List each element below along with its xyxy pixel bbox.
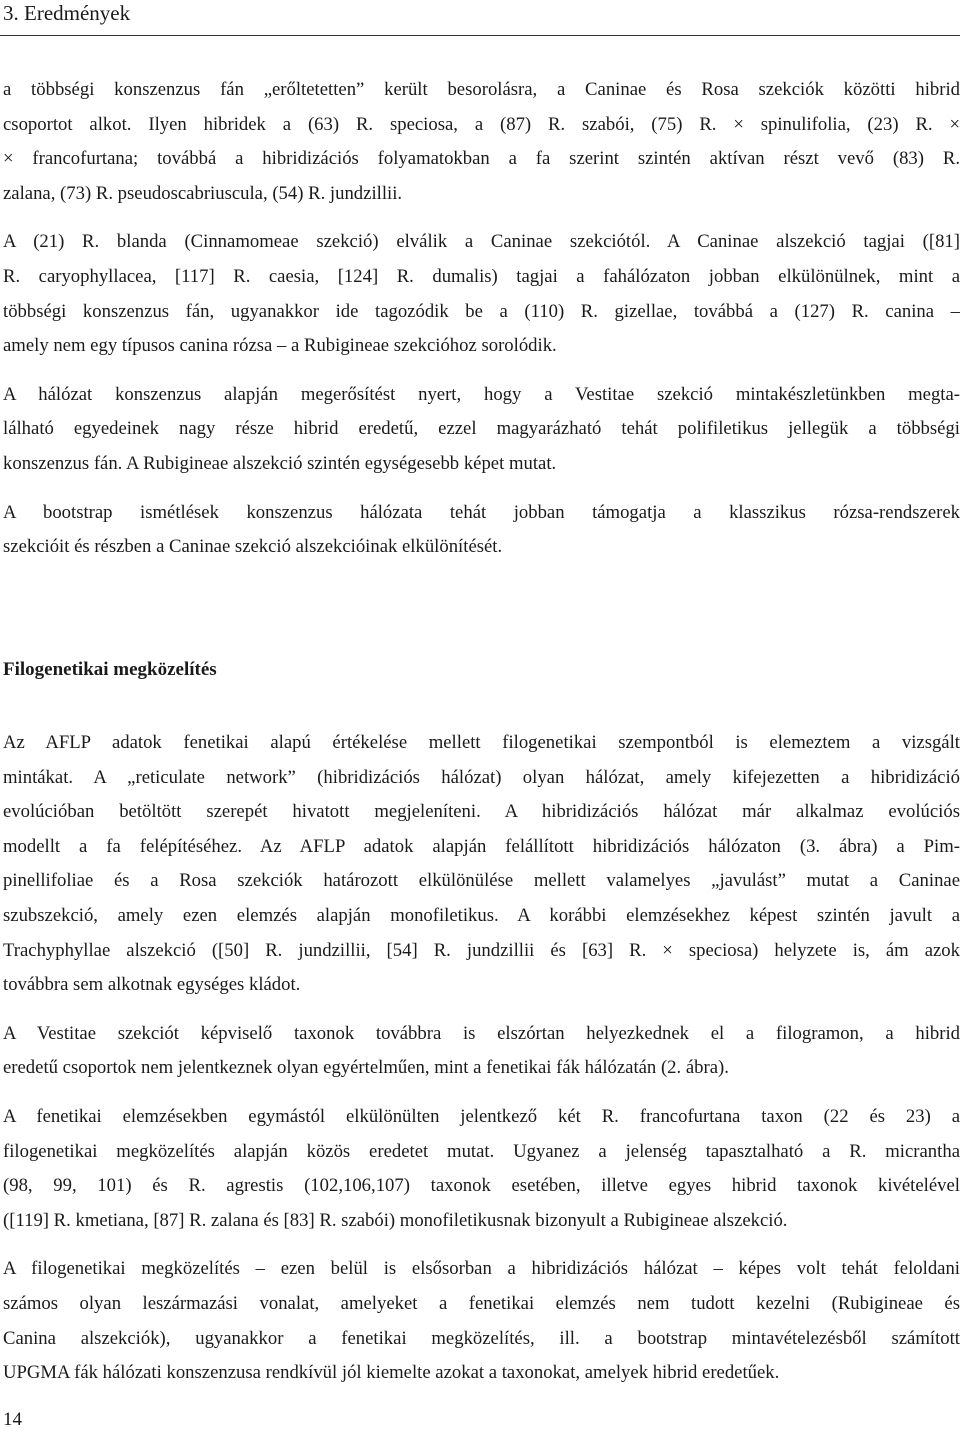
text-line: filogenetikai megközelítés alapján közös eredetet mutat. Ugyanez a jelenség tapasztalható a R. micrantha: [3, 1140, 960, 1162]
body-text-bottom: [3, 726, 960, 1405]
paragraph-vestitae-filogram: [3, 1017, 960, 1086]
text-line: csoportot alkot. Ilyen hibridek a (63) R. speciosa, a (87) R. szabói, (75) R. × spinulifolia, (23) R. ×: [3, 113, 960, 135]
text-line: Trachyphyllae alszekció ([50] R. jundzillii, [54] R. jundzillii és [63] R. × speciosa) helyzete is, ám azok: [3, 939, 960, 961]
text-line: amely nem egy típusos canina rózsa – a Rubigineae szekcióhoz sorolódik.: [3, 335, 557, 357]
text-line: modellt a fa felépítéséhez. Az AFLP adatok alapján felállított hibridizációs hálózaton (3. ábra) a Pim-: [3, 835, 960, 857]
text-line: lálható egyedeinek nagy része hibrid eredetű, ezzel magyarázható tehát polifiletikus jellegük a többségi: [3, 418, 960, 440]
body-text-top: [3, 73, 960, 579]
text-line: továbbra sem alkotnak egységes kládot.: [3, 974, 301, 996]
text-line: A fenetikai elemzésekben egymástól elkülönülten jelentkező két R. francofurtana taxon (22 és 23) a: [3, 1105, 960, 1127]
text-line: A filogenetikai megközelítés – ezen belül is elsősorban a hibridizációs hálózat – képes volt tehát feloldani: [3, 1258, 960, 1280]
text-line: ([119] R. kmetiana, [87] R. zalana és [83] R. szabói) monofiletikusnak bizonyult a Rubigineae alszekció.: [3, 1209, 788, 1231]
text-line: számos olyan leszármazási vonalat, amelyeket a fenetikai elemzés nem tudott kezelni (Rubigineae és: [3, 1292, 960, 1314]
text-line: evolúcióban betöltött szerepét hivatott megjeleníteni. A hibridizációs hálózat már alkalmaz evolúciós: [3, 801, 960, 823]
section-heading: Filogenetikai megközelítés: [3, 659, 217, 680]
paragraph-vestitae-consensus: [3, 378, 960, 482]
paragraph-francofurtana: [3, 1100, 960, 1238]
text-line: (98, 99, 101) és R. agrestis (102,106,107) taxonok esetében, illetve egyes hibrid taxonok kivételével: [3, 1175, 960, 1197]
text-line: szekcióit és részben a Caninae szekció alszekcióinak elkülönítését.: [3, 536, 503, 558]
text-line: UPGMA fák hálózati konszenzusa rendkívül jól kiemelte azokat a taxonokat, amelyek hibrid eredetűek.: [3, 1362, 780, 1384]
text-line: zalana, (73) R. pseudoscabriuscula, (54) R. jundzillii.: [3, 182, 403, 204]
text-line: Az AFLP adatok fenetikai alapú értékelése mellett filogenetikai szempontból is elemeztem a vizsgált: [3, 732, 960, 753]
paragraph-blanda: [3, 225, 960, 363]
text-line: Canina alszekciók), ugyanakkor a fenetikai megközelítés, ill. a bootstrap mintavételezésből számított: [3, 1327, 960, 1349]
text-line: × francofurtana; továbbá a hibridizációs folyamatokban a fa szerint szintén aktívan részt vevő (83) R.: [3, 148, 960, 170]
text-line: többségi konszenzus fán, ugyanakkor ide tagozódik be a (110) R. gizellae, továbbá a (127) R. canina –: [3, 300, 960, 322]
text-line: A hálózat konszenzus alapján megerősítést nyert, hogy a Vestitae szekció mintakészletünkben megta-: [3, 383, 960, 405]
text-line: A Vestitae szekciót képviselő taxonok továbbra is elszórtan helyezkednek el a filogramon, a hibrid: [3, 1022, 960, 1044]
paragraph-bootstrap: [3, 496, 960, 565]
paragraph-hybrid-group: [3, 73, 960, 211]
text-line: eredetű csoportok nem jelentkeznek olyan egyértelműen, mint a fenetikai fák hálózatán (2. ábra).: [3, 1057, 729, 1079]
text-line: konszenzus fán. A Rubigineae alszekció szintén egységesebb képet mutat.: [3, 452, 557, 474]
text-line: A (21) R. blanda (Cinnamomeae szekció) elválik a Caninae szekciótól. A Caninae alszekció tagjai ([81]: [3, 231, 960, 253]
header-rule: [0, 35, 960, 36]
text-line: A bootstrap ismétlések konszenzus hálózata tehát jobban támogatja a klasszikus rózsa-rendszerek: [3, 501, 960, 523]
page-number: 14: [3, 1409, 22, 1430]
text-line: mintákat. A „reticulate network” (hibridizációs hálózat) olyan hálózat, amely kifejezetten a hibridizáció: [3, 766, 960, 788]
paragraph-conclusion: [3, 1252, 960, 1390]
text-line: pinellifoliae és a Rosa szekciók határozott elkülönülése mellett valamelyes „javulást” mutat a Caninae: [3, 870, 960, 892]
running-header: 3. Eredmények: [3, 1, 131, 25]
text-line: R. caryophyllacea, [117] R. caesia, [124] R. dumalis) tagjai a fahálózaton jobban elkülönülnek, mint a: [3, 265, 960, 287]
text-line: a többségi konszenzus fán „erőltetetten” került besorolásra, a Caninae és Rosa szekciók közötti hibrid: [3, 79, 960, 100]
paragraph-aflp-network: [3, 726, 960, 1003]
text-line: szubszekció, amely ezen elemzés alapján monofiletikus. A korábbi elemzésekhez képest szintén javult a: [3, 904, 960, 926]
